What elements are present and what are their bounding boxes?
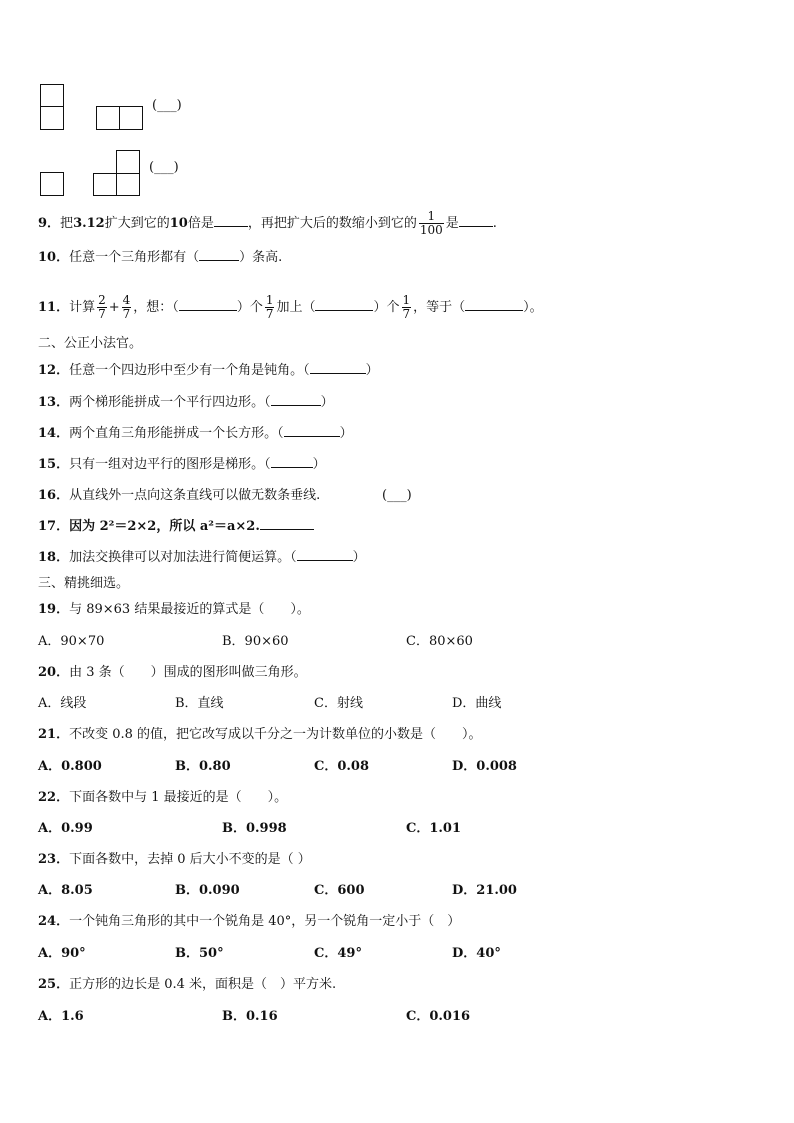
fraction: $\frac{1}{7}$	[402, 293, 411, 321]
question-17: 17．因为 2²＝2×2，所以 a²＝a×2.	[38, 517, 314, 537]
option-d[interactable]: D．0.008	[452, 759, 517, 774]
answer-blank[interactable]	[179, 298, 237, 311]
question-16-answer[interactable]: (___)	[382, 488, 412, 503]
option-c[interactable]: C．1.01	[406, 821, 462, 836]
option-c[interactable]: C．射线	[314, 696, 363, 711]
question-14: 14．两个直角三角形能拼成一个长方形。（ ）	[38, 426, 353, 441]
question-11: 11．计算 $\frac{2}{7}$ + $\frac{4}{7}$ ，想：（ ）个 $\frac{1}{7}$ 加上（ ）个 $\frac{1}{7}$ ，等于（ ）。	[38, 293, 543, 321]
question-18: 18．加法交换律可以对加法进行简便运算。（ ）	[38, 550, 366, 565]
option-b[interactable]: B．0.16	[222, 1009, 278, 1024]
fraction: $\frac{1}{7}$	[265, 293, 274, 321]
option-b[interactable]: B．90×60	[222, 634, 289, 649]
answer-blank[interactable]	[214, 214, 248, 227]
answer-blank[interactable]	[260, 517, 314, 530]
question-16: 16．从直线外一点向这条直线可以做无数条垂线.	[38, 488, 321, 503]
section-title-3: 三、精挑细选。	[38, 576, 130, 591]
option-b[interactable]: B．0.090	[175, 883, 240, 898]
section-title-2: 二、公正小法官。	[38, 336, 143, 351]
option-a[interactable]: A．90°	[38, 946, 86, 961]
option-c[interactable]: C．600	[314, 883, 365, 898]
question-9: 9．把3.12扩大到它的10倍是 ，再把扩大后的数缩小到它的 $\frac{1}{100}$ 是 .	[38, 209, 497, 237]
option-b[interactable]: B．直线	[175, 696, 224, 711]
option-c[interactable]: C．80×60	[406, 634, 473, 649]
option-a[interactable]: A．0.800	[38, 759, 102, 774]
question-19: 19．与 89×63 结果最接近的算式是（ ）。	[38, 602, 310, 617]
option-c[interactable]: C．49°	[314, 946, 362, 961]
question-number: 11．	[38, 300, 70, 315]
fraction: $\frac{4}{7}$	[122, 293, 131, 321]
answer-blank[interactable]	[459, 214, 493, 227]
question-24: 24．一个钝角三角形的其中一个锐角是 40°，另一个锐角一定小于（ ）	[38, 914, 461, 929]
question-13: 13．两个梯形能拼成一个平行四边形。（ ）	[38, 395, 334, 410]
option-a[interactable]: A．0.99	[38, 821, 93, 836]
option-a[interactable]: A．90×70	[38, 634, 105, 649]
option-c[interactable]: C．0.08	[314, 759, 370, 774]
question-10: 10．任意一个三角形都有（ ）条高.	[38, 250, 283, 265]
answer-blank[interactable]	[297, 548, 353, 561]
question-22: 22．下面各数中与 1 最接近的是（ ）。	[38, 790, 288, 805]
question-21: 21．不改变 0.8 的值，把它改写成以千分之一为计数单位的小数是（ ）。	[38, 727, 482, 742]
question-15: 15．只有一组对边平行的图形是梯形。（ ）	[38, 457, 326, 472]
question-23: 23．下面各数中，去掉 0 后大小不变的是（ ）	[38, 852, 311, 867]
option-b[interactable]: B．0.998	[222, 821, 287, 836]
question-number: 10．	[38, 250, 70, 265]
answer-blank[interactable]	[310, 361, 366, 374]
answer-blank[interactable]	[284, 424, 340, 437]
answer-blank[interactable]	[271, 455, 313, 468]
answer-blank[interactable]	[271, 393, 321, 406]
option-a[interactable]: A．8.05	[38, 883, 93, 898]
option-d[interactable]: D．21.00	[452, 883, 517, 898]
answer-blank[interactable]	[315, 298, 373, 311]
answer-blank[interactable]	[199, 248, 239, 261]
figure-row2-answer[interactable]: (___)	[149, 160, 179, 175]
option-d[interactable]: D．曲线	[452, 696, 502, 711]
question-20: 20．由 3 条（ ）围成的图形叫做三角形。	[38, 665, 307, 680]
question-25: 25．正方形的边长是 0.4 米，面积是（ ）平方米.	[38, 977, 337, 992]
option-b[interactable]: B．50°	[175, 946, 224, 961]
fraction: $\frac{1}{100}$	[419, 209, 443, 237]
option-a[interactable]: A．线段	[38, 696, 87, 711]
answer-blank[interactable]	[465, 298, 523, 311]
option-d[interactable]: D．40°	[452, 946, 501, 961]
question-12: 12．任意一个四边形中至少有一个角是钝角。（ ）	[38, 363, 379, 378]
figure-row1-answer[interactable]: (___)	[152, 98, 182, 113]
option-c[interactable]: C．0.016	[406, 1009, 471, 1024]
fraction: $\frac{2}{7}$	[98, 293, 106, 321]
option-a[interactable]: A．1.6	[38, 1009, 84, 1024]
question-number: 9．	[38, 216, 61, 231]
option-b[interactable]: B．0.80	[175, 759, 231, 774]
